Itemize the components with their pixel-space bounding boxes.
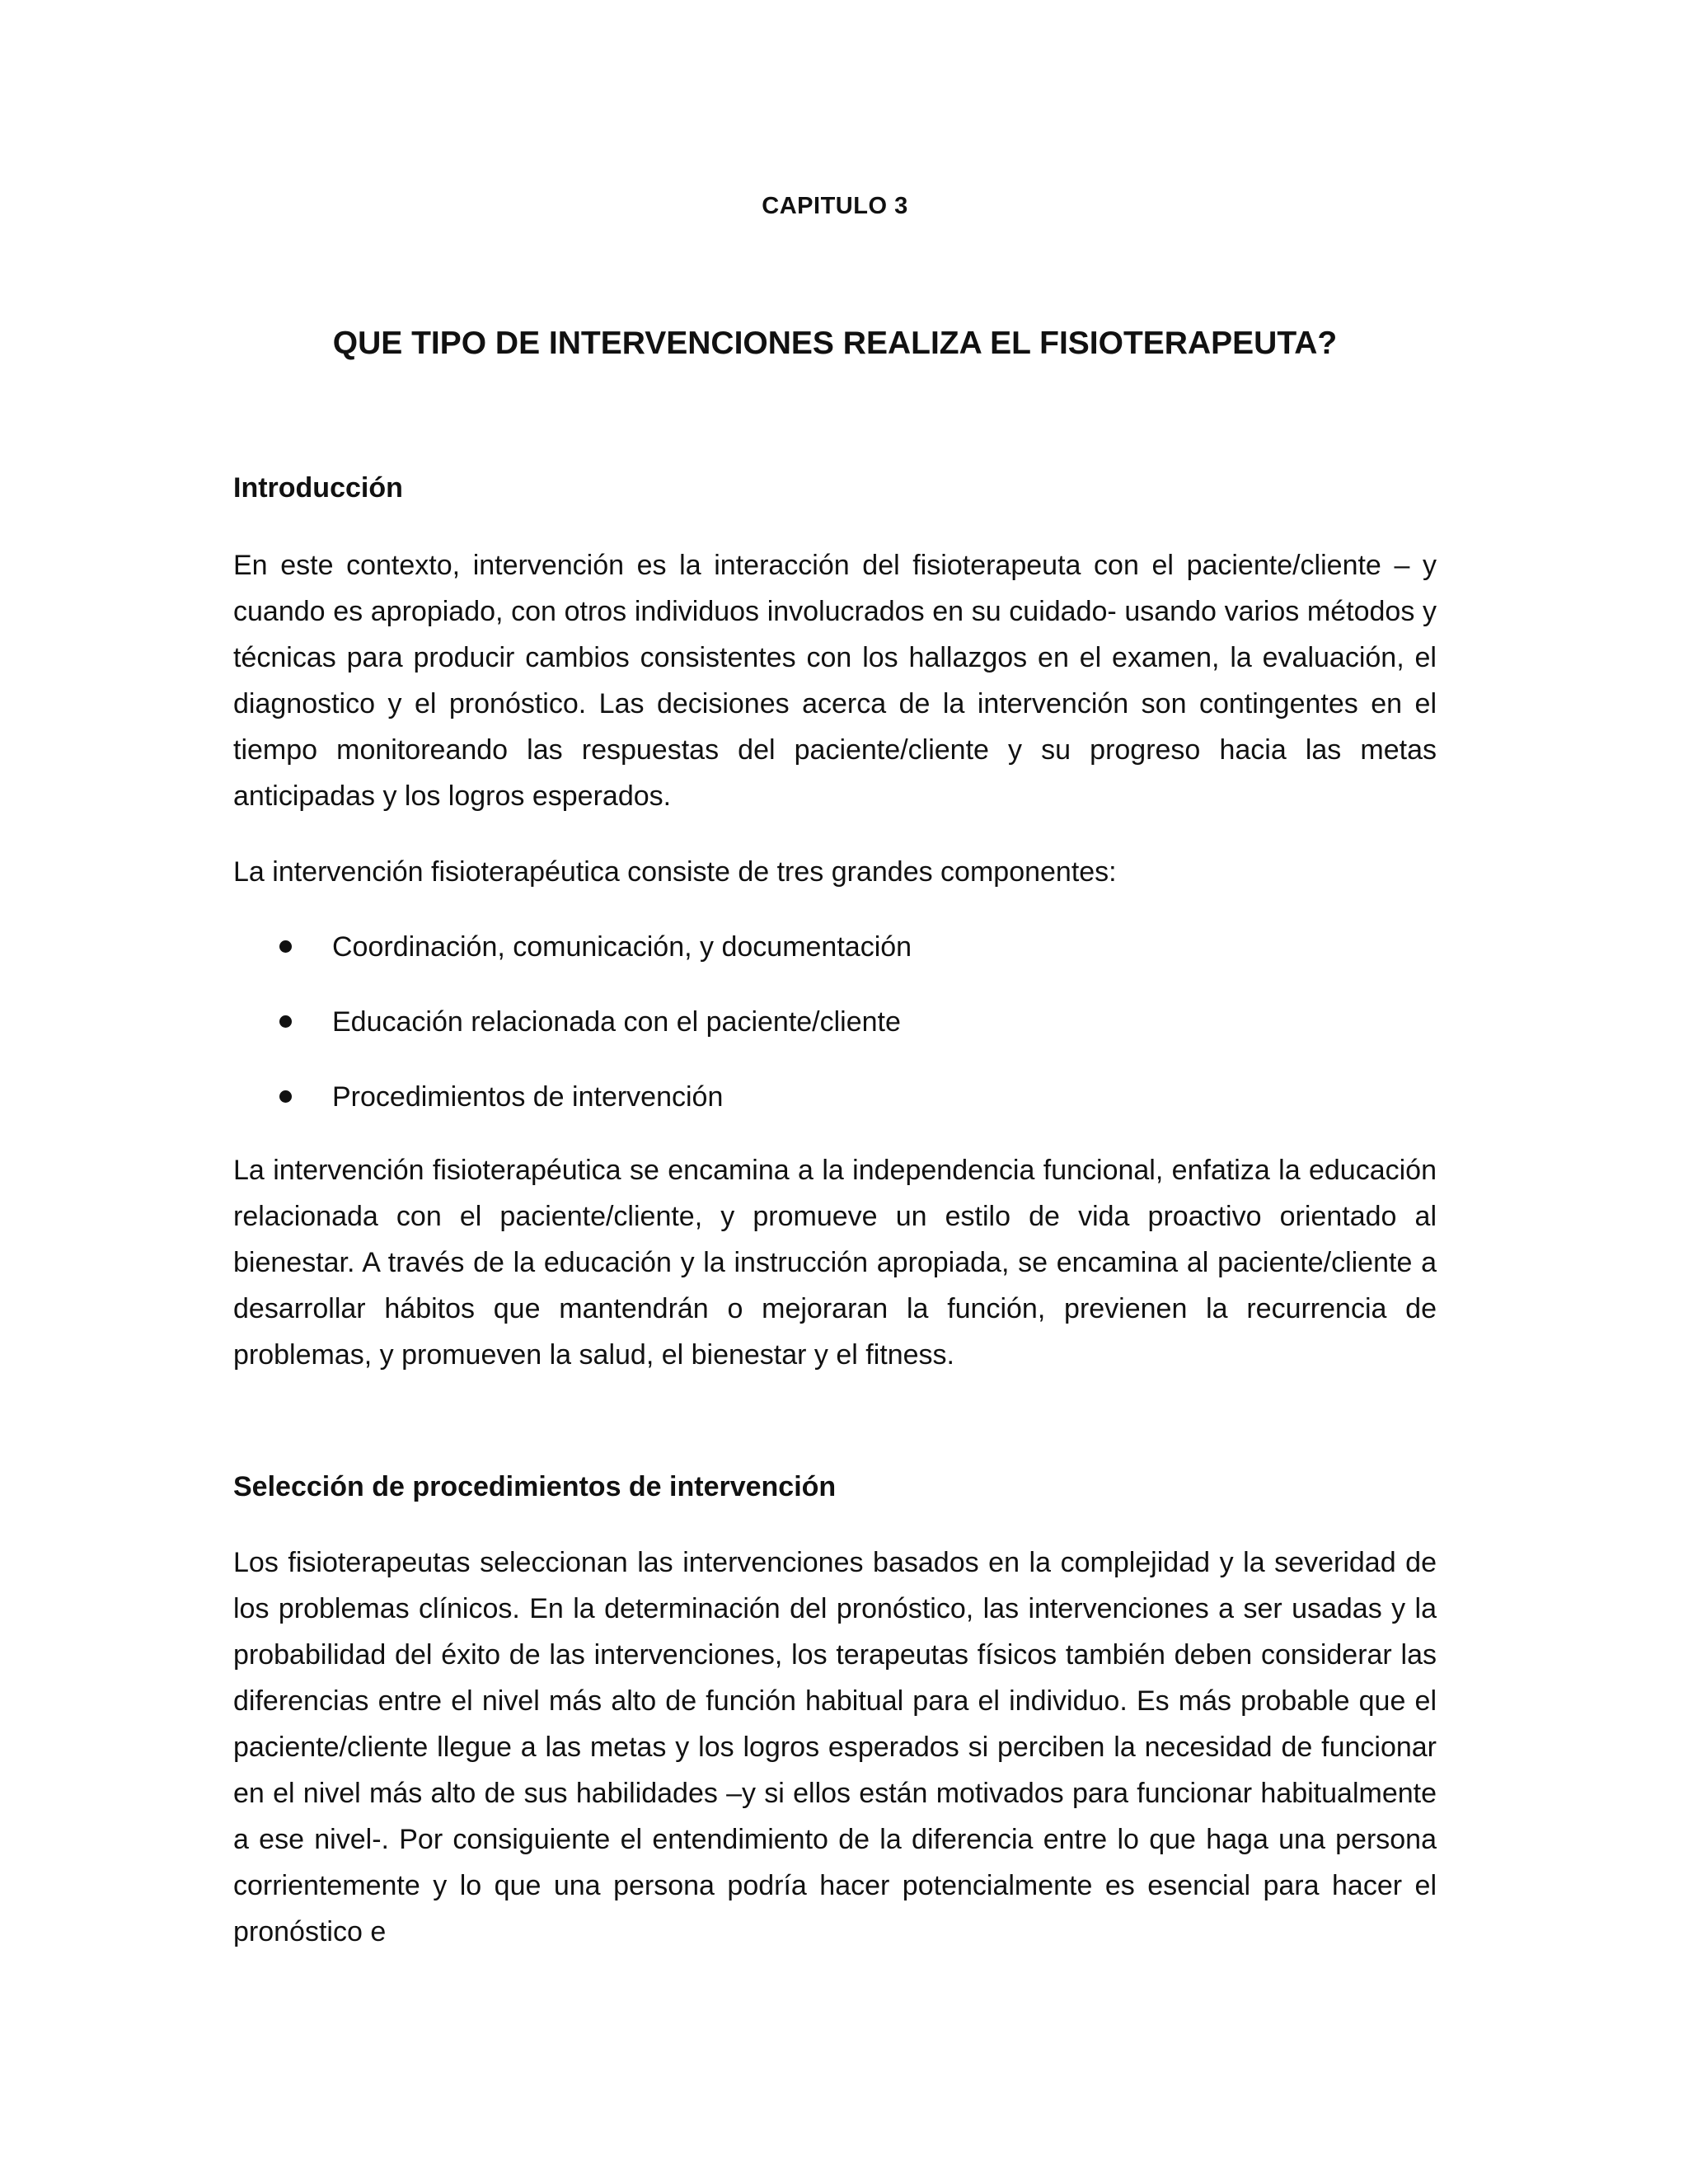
chapter-label: CAPITULO 3 [762,193,908,219]
page-title: QUE TIPO DE INTERVENCIONES REALIZA EL FISIOTERAPEUTA? [332,326,1338,361]
list-item [233,999,1437,1074]
bullet-icon [279,1090,292,1103]
list-item [233,1074,1437,1149]
selection-paragraph: Los fisioterapeutas seleccionan las intervenciones basados en la complejidad y la severidad de los problemas clínicos. En la determinación del pronóstico, las intervenciones a ser usadas y la probabilidad del éxito de las intervenciones, los terapeutas físicos también deben considerar las diferencias entre el nivel más alto de función habitual para el individuo. Es más probable que el paciente/cliente llegue a las metas y los logros esperados si perciben la necesidad de funcionar en el nivel más alto de sus habilidades –y si ellos están motivados para funcionar habitualmente a ese nivel-. Por consiguiente el entendimiento de la diferencia entre lo que haga una persona corrientemente y lo que una persona podría hacer potencialmente es esencial para hacer el pronóstico e [233,1547,1437,1947]
closing-paragraph: La intervención fisioterapéutica se encamina a la independencia funcional, enfatiza la educación relacionada con el paciente/cliente, y promueve un estilo de vida proactivo orientado al bienestar. A través de la educación y la instrucción apropiada, se encamina al paciente/cliente a desarrollar hábitos que mantendrán o mejoraran la función, previenen la recurrencia de problemas, y promueven la salud, el bienestar y el fitness. [233,1155,1437,1371]
list-item-text: Coordinación, comunicación, y documentación [332,931,912,963]
components-list [233,924,1437,1149]
bullet-icon [279,940,292,953]
section-heading-introduccion: Introducción [233,472,403,504]
intro-paragraph: En este contexto, intervención es la interacción del fisioterapeuta con el paciente/cliente – y cuando es apropiado, con otros individuos involucrados en su cuidado- usando varios métodos y técnicas para producir cambios consistentes con los hallazgos en el examen, la evaluación, el diagnostico y el pronóstico. Las decisiones acerca de la intervención son contingentes en el tiempo monitoreando las respuestas del paciente/cliente y su progreso hacia las metas anticipadas y los logros esperados. [233,550,1437,812]
section-heading-seleccion: Selección de procedimientos de intervención [233,1471,837,1502]
bullet-icon [279,1015,292,1028]
list-item-text: Procedimientos de intervención [332,1081,724,1113]
components-intro-paragraph: La intervención fisioterapéutica consiste de tres grandes componentes: [233,856,1117,888]
list-item [233,924,1437,999]
list-item-text: Educación relacionada con el paciente/cliente [332,1006,901,1038]
